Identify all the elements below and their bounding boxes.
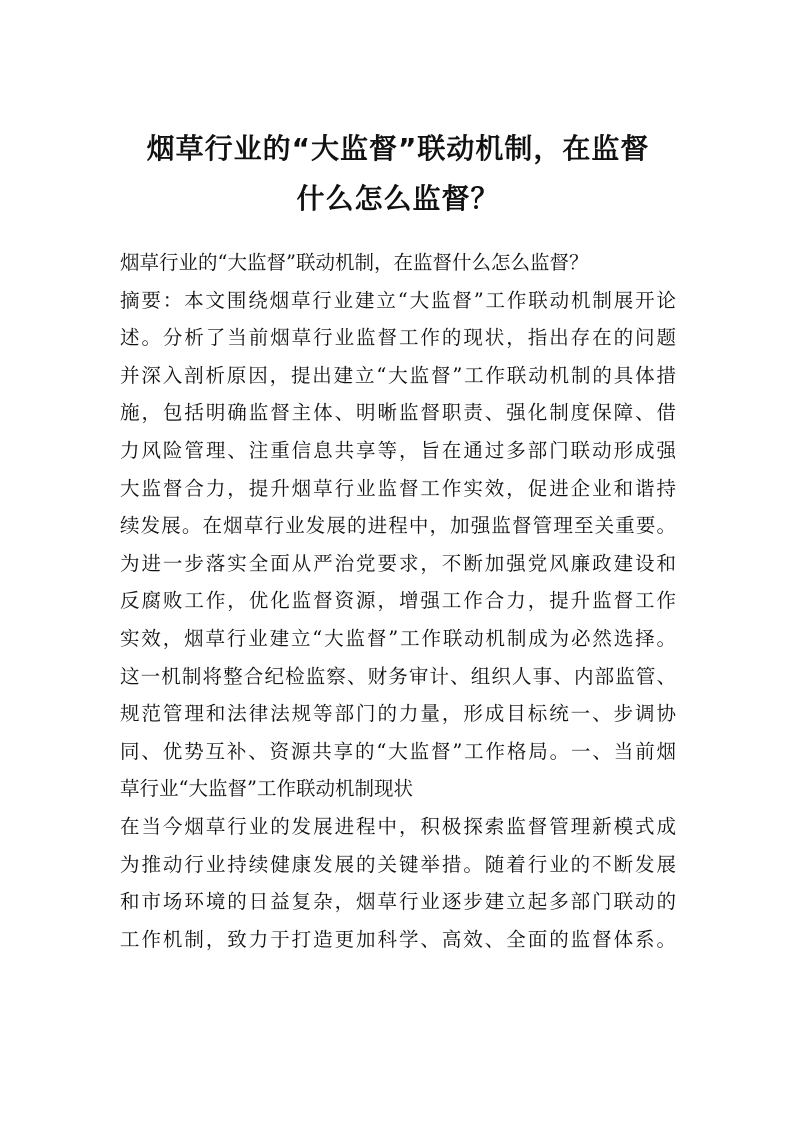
text-line: 大监督合力，提升烟草行业监督工作实效，促进企业和谐持 (120, 476, 676, 500)
text-line: 同、优势互补、资源共享的“大监督”工作格局。一、当前烟 (120, 739, 676, 763)
text-line: 在当今烟草行业的发展进程中，积极探索监督管理新模式成 (120, 814, 676, 838)
text-line: 反腐败工作，优化监督资源，增强工作合力，提升监督工作 (120, 589, 676, 613)
text-line: 实效，烟草行业建立“大监督”工作联动机制成为必然选择。 (120, 626, 676, 650)
text-line: 为进一步落实全面从严治党要求，不断加强党风廉政建设和 (120, 551, 676, 575)
text-line: 规范管理和法律法规等部门的力量，形成目标统一、步调协 (120, 702, 676, 726)
text-line: 施，包括明确监督主体、明晰监督职责、强化制度保障、借 (120, 401, 676, 425)
text-line: 并深入剖析原因，提出建立“大监督”工作联动机制的具体措 (120, 363, 676, 387)
text-line: 述。分析了当前烟草行业监督工作的现状，指出存在的问题 (120, 326, 676, 350)
text-line: 摘要：本文围绕烟草行业建立“大监督”工作联动机制展开论 (120, 288, 676, 312)
document-title (118, 124, 678, 224)
text-line: 工作机制，致力于打造更加科学、高效、全面的监督体系。 (120, 927, 676, 951)
paragraph-intro (120, 244, 676, 282)
paragraph-status (120, 808, 676, 958)
text-line: 草行业“大监督”工作联动机制现状 (120, 777, 413, 801)
document-body (120, 244, 676, 958)
title-line: 什么怎么监督？ (296, 182, 500, 215)
title-line: 烟草行业的“大监督”联动机制，在监督 (146, 132, 650, 165)
text-line: 为推动行业持续健康发展的关键举措。随着行业的不断发展 (120, 852, 676, 876)
text-line: 续发展。在烟草行业发展的进程中，加强监督管理至关重要。 (120, 514, 676, 538)
paragraph-abstract (120, 282, 676, 808)
text-line: 和市场环境的日益复杂，烟草行业逐步建立起多部门联动的 (120, 890, 676, 914)
text-line: 力风险管理、注重信息共享等，旨在通过多部门联动形成强 (120, 438, 676, 462)
text-line: 烟草行业的“大监督”联动机制，在监督什么怎么监督？ (120, 251, 589, 274)
text-line: 这一机制将整合纪检监察、财务审计、组织人事、内部监管、 (120, 664, 676, 688)
